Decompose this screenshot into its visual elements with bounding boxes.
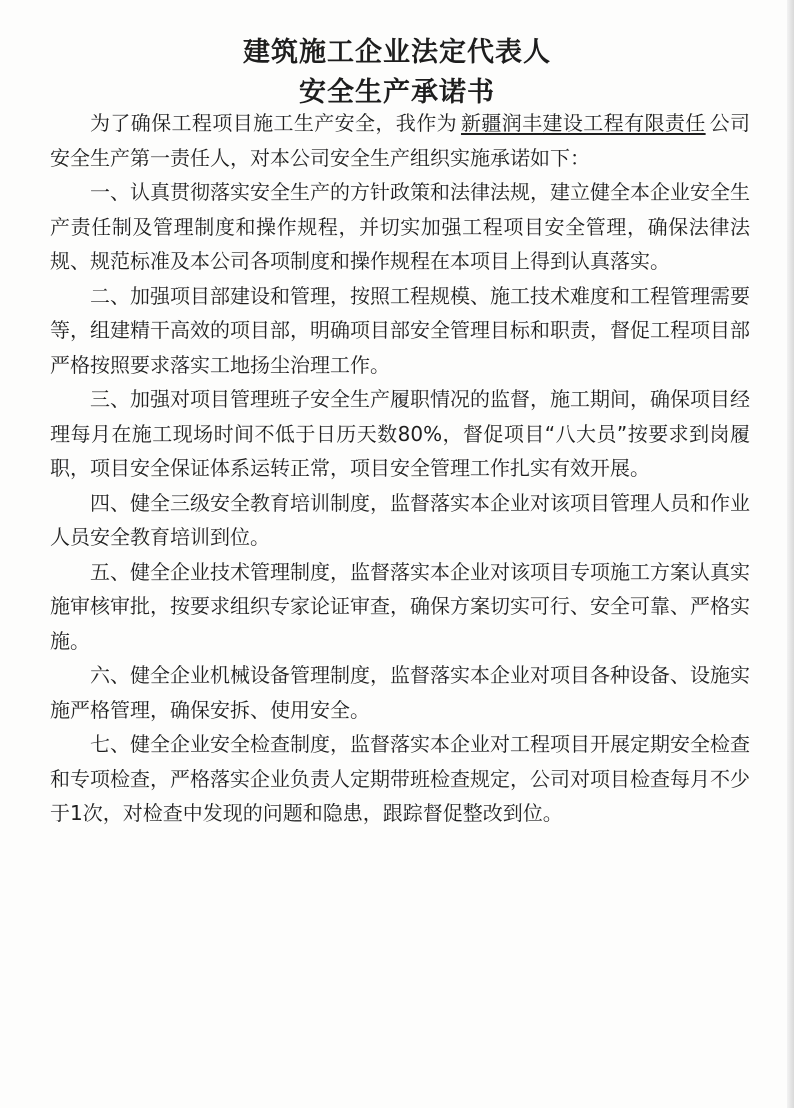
commitment-item-4: 四、健全三级安全教育培训制度，监督落实本企业对该项目管理人员和作业人员安全教育培训到位。 xyxy=(50,490,750,549)
document-body xyxy=(50,106,750,831)
commitment-item-7: 七、健全企业安全检查制度，监督落实本企业对工程项目开展定期安全检查和专项检查，严格落实企业负责人定期带班检查规定，公司对项目检查每月不少于1次，对检查中发现的问题和隐患，跟踪督促整改到位。 xyxy=(50,732,750,825)
company-name: 新疆润丰建设工程有限责任 xyxy=(460,111,706,135)
intro-suffix: 公司安全生产第一责任人，对本公司安全生产组织实施承诺如下： xyxy=(50,111,751,170)
commitment-item-3: 三、加强对项目管理班子安全生产履职情况的监督，施工期间，确保项目经理每月在施工现场时间不低于日历天数80%，督促项目“八大员”按要求到岗履职，项目安全保证体系运转正常，项目安全管理工作扎实有效开展。 xyxy=(50,387,750,480)
commitment-item-1: 一、认真贯彻落实安全生产的方针政策和法律法规，建立健全本企业安全生产责任制及管理制度和操作规程，并切实加强工程项目安全管理，确保法律法规、规范标准及本公司各项制度和操作规程在本项目上得到认真落实。 xyxy=(50,180,750,273)
document-title-line2: 安全生产承诺书 xyxy=(299,77,495,108)
commitment-item-2: 二、加强项目部建设和管理，按照工程规模、施工技术难度和工程管理需要等，组建精干高效的项目部，明确项目部安全管理目标和职责，督促工程项目部严格按照要求落实工地扬尘治理工作。 xyxy=(50,283,750,377)
intro-prefix: 为了确保工程项目施工生产安全，我作为 xyxy=(90,111,457,135)
intro-paragraph xyxy=(50,106,750,175)
document-title-line1: 建筑施工企业法定代表人 xyxy=(243,37,551,68)
scan-edge-shadow xyxy=(787,0,794,1108)
commitment-item-6: 六、健全企业机械设备管理制度，监督落实本企业对项目各种设备、设施实施严格管理，确保安拆、使用安全。 xyxy=(50,663,750,722)
commitment-item-5: 五、健全企业技术管理制度，监督落实本企业对该项目专项施工方案认真实施审核审批，按要求组织专家论证审查，确保方案切实可行、安全可靠、严格实施。 xyxy=(50,559,750,653)
